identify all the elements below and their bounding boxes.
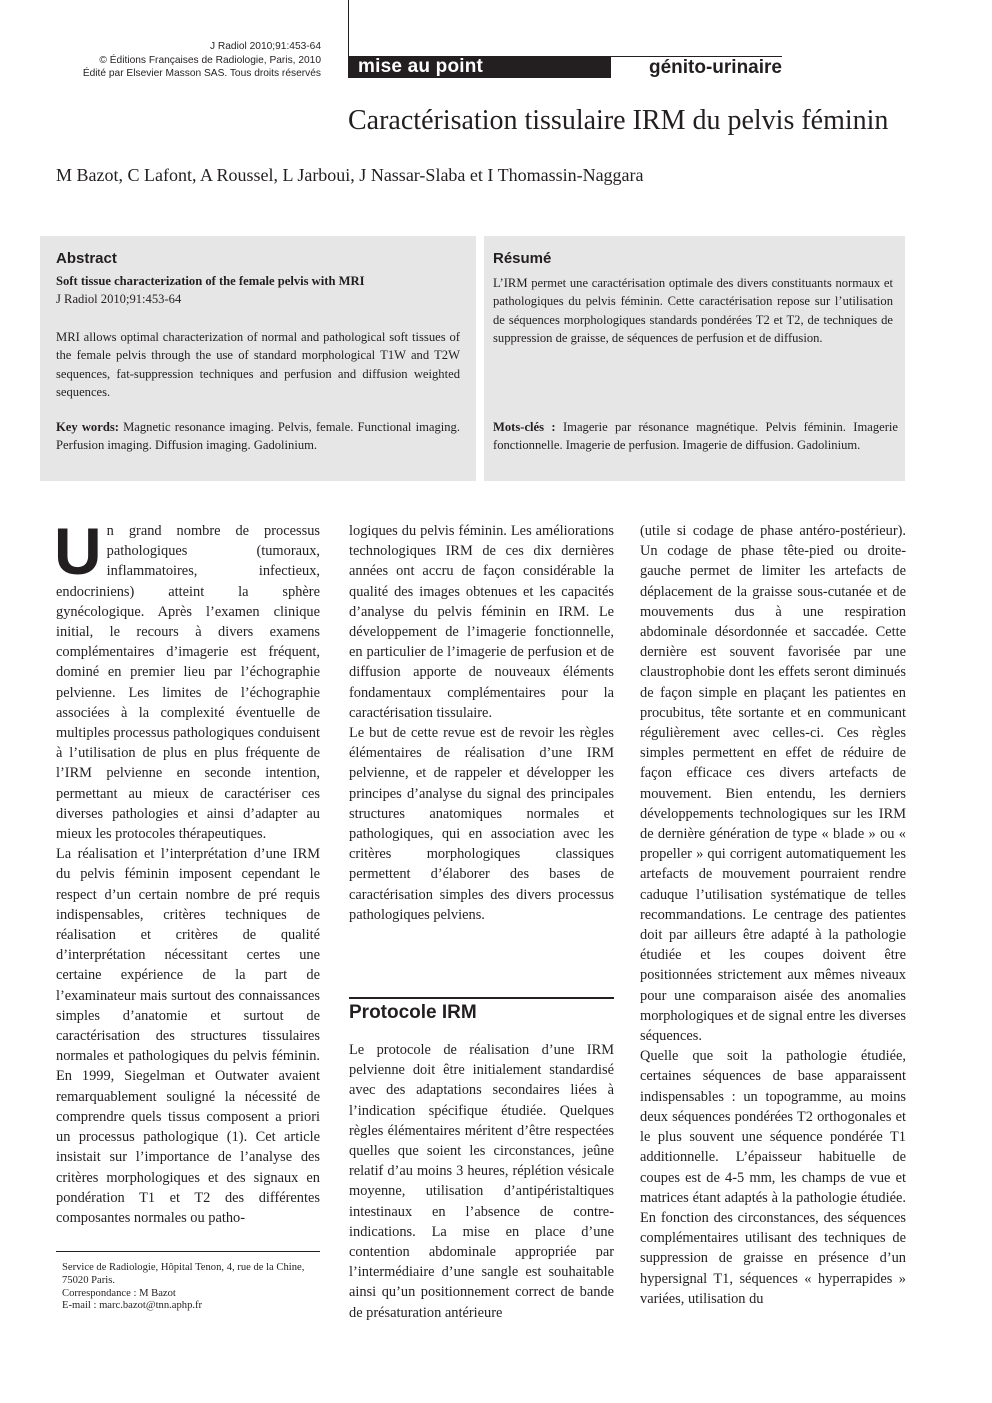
- body-column-2-section: [349, 1040, 614, 1323]
- paragraph: logiques du pelvis féminin. Les améliorations technologiques IRM de ces dix dernières années ont accru de façon considérable la qualité des images obtenues et les capacités d’analyse du pelvis féminin en IRM. Le développement de l’imagerie fonctionnelle, en particulier de l’imagerie de perfusion et de diffusion apporte de nouveaux éléments fondamentaux complémentaires pour la caractérisation tissulaire.: [349, 523, 614, 721]
- copyright-line: © Éditions Françaises de Radiologie, Paris, 2010: [99, 54, 321, 66]
- abstract-subtitle-block: [56, 272, 466, 309]
- abstract-heading: Abstract: [56, 250, 117, 267]
- mots-cles-label: Mots-clés :: [493, 420, 556, 434]
- paragraph: Le but de cette revue est de revoir les règles élémentaires de réalisation d’une IRM pelvienne, et de rappeler et développer les principes d’analyse du signal des principales structures anatomiques normales et pathologiques, qui en association avec les critères morphologiques classiques permettent d’élaborer des bases de caractérisation simples des divers processus pathologiques pelviens.: [349, 725, 614, 923]
- abstract-citation: J Radiol 2010;91:453-64: [56, 292, 182, 307]
- category-label: génito-urinaire: [611, 56, 782, 78]
- body-column-2: [349, 521, 614, 925]
- mots-cles-text: Imagerie par résonance magnétique. Pelvis féminin. Imagerie fonctionnelle. Imagerie de perfusion. Imagerie de diffusion. Gadolinium.: [493, 420, 898, 453]
- keywords-text: Magnetic resonance imaging. Pelvis, female. Functional imaging. Perfusion imaging. Diffusion imaging. Gadolinium.: [56, 420, 460, 453]
- publisher-line: Édité par Elsevier Masson SAS. Tous droits réservés: [82, 68, 321, 80]
- abstract-english: [40, 236, 476, 481]
- paragraph: Le protocole de réalisation d’une IRM pelvienne doit être initialement standardisé avec des adaptations secondaires liées à l’indication spécifique étudiée. Quelques règles élémentaires méritent d’être respectées quelles que soient les circonstances, jeûne relatif d’au moins 3 heures, réplétion vésicale moyenne, utilisation d’antipéristaltiques intestinaux en l’absence de contre-indications. La mise en place d’une contention abdominale appropriée par l’intermédiaire d’une sangle est souhaitable ainsi qu’un positionnement correct de bande de présaturation antérieure: [349, 1042, 614, 1321]
- paragraph: Quelle que soit la pathologie étudiée, certaines séquences de base apparaissent indispensables : un topogramme, au moins deux séquences pondérées T2 orthogonales et le plus souvent une séquence pondérée T1 additionnelle. L’épaisseur habituelle de coupes est de 4-5 mm, les champs de vue et matrices étant adaptés à la pathologie étudiée. En fonction des circonstances, des séquences complémentaires utilisant des techniques de suppression de graisse en présence d’un hypersignal T1, séquences « hyperrapides » variées, utilisation du: [640, 1048, 906, 1307]
- author-list: M Bazot, C Lafont, A Roussel, L Jarboui, J Nassar-Slaba et I Thomassin-Naggara: [56, 165, 644, 185]
- abstract-french: [484, 236, 905, 481]
- body-column-3: [640, 521, 906, 1309]
- journal-citation: J Radiol 2010;91:453-64: [209, 41, 321, 52]
- section-heading: Protocole IRM: [349, 1002, 477, 1023]
- paragraph: (utile si codage de phase antéro-postérieur). Un codage de phase tête-pied ou droite-gauche permet de limiter les artefacts de déplacement de la graisse sous-cutanée et de mouvements dus à une respiration abdominale désordonnée et saccadée. Cette dernière est souvent favorisée par une claustrophobie dont les effets seront diminués de façon simple en plaçant les patientes en procubitus, tête sortante et en communicant régulièrement avec celles-ci. Ces règles simples permettent en effet de réduire de façon efficace ces divers artefacts de mouvement. Bien entendu, les derniers développements technologiques sur les IRM de dernière génération de type « blade » ou « propeller » qui corrigent automatiquement les artefacts de mouvement pourraient rendre caduque l’utilisation systématique de telles recommandations. Le centrage des patientes doit par ailleurs être adapté à la pathologie étudiée et les coupes doivent être positionnées strictement aux mêmes niveaux pour une comparaison aisée des anomalies morphologiques et de signal entre les diverses séquences.: [640, 523, 906, 1045]
- section-rule: [349, 997, 614, 999]
- correspondence-line: Correspondance : M Bazot: [62, 1287, 176, 1299]
- email-line: E-mail : marc.bazot@tnn.aphp.fr: [62, 1300, 203, 1312]
- intro-text: n grand nombre de processus pathologiques (tumoraux, inflammatoires, infectieux, endocriniens) atteint la sphère gynécologique. Après l’examen clinique initial, le recours à divers examens complémentaires d’imagerie est fréquent, dominé en premier lieu par l’échographie pelvienne. Les limites de l’échographie associées à la complexité éventuelle de multiples processus pathologiques conduisent à l’utilisation de plus en plus fréquente de l’IRM pelvienne en seconde intention, permettant au mieux de caractériser ces diverses pathologies et ainsi d’adapter au mieux les protocoles thérapeutiques.: [56, 523, 320, 843]
- footnote-rule: [56, 1251, 320, 1252]
- publication-info: [40, 40, 321, 81]
- keywords-english: [56, 418, 460, 455]
- resume-body: L’IRM permet une caractérisation optimale des divers constituants normaux et pathologiques du pelvis féminin. Cette caractérisation repose sur l’utilisation de séquences morphologiques standards pondérées T2 et T2, de techniques de suppression de graisse, de séquences de perfusion et de diffusion.: [493, 276, 893, 346]
- keywords-french: [493, 418, 898, 455]
- rubric-banner: mise au point: [348, 56, 611, 78]
- body-column-1: [54, 514, 320, 1228]
- keywords-label: Key words:: [56, 420, 119, 434]
- article-title: Caractérisation tissulaire IRM du pelvis féminin: [348, 105, 889, 136]
- resume-heading: Résumé: [493, 250, 552, 267]
- abstract-body: MRI allows optimal characterization of normal and pathological soft tissues of the female pelvis through the use of standard morphological T1W and T2W sequences, fat-suppression techniques and perfusion and diffusion weighted sequences.: [56, 330, 460, 400]
- abstract-subtitle: Soft tissue characterization of the female pelvis with MRI: [56, 274, 365, 288]
- paragraph: La réalisation et l’interprétation d’une IRM du pelvis féminin imposent cependant le respect d’un certain nombre de pré requis indispensables, critères techniques de réalisation et critères de qualité d’interprétation nécessitant certes une certaine expérience de la part de l’examinateur mais surtout des connaissances simples d’anatomie et surtout de caractérisation des structures tissulaires normales et pathologiques du pelvis féminin. En 1999, Siegelman et Outwater avaient remarquablement souligné la nécessité de comprendre quels tissus composent a priori un processus pathologique (1). Cet article insistait sur l’importance de l’analyse des critères morphologiques et des signaux en pondération T1 et T2 des différentes composantes normales ou patho-: [56, 846, 320, 1226]
- intro-paragraph: [54, 514, 320, 844]
- affiliation-line: Service de Radiologie, Hôpital Tenon, 4, rue de la Chine,: [62, 1262, 305, 1273]
- affiliation-footnote: [62, 1262, 320, 1313]
- drop-cap: U: [54, 514, 102, 588]
- affiliation-city: 75020 Paris.: [62, 1274, 115, 1286]
